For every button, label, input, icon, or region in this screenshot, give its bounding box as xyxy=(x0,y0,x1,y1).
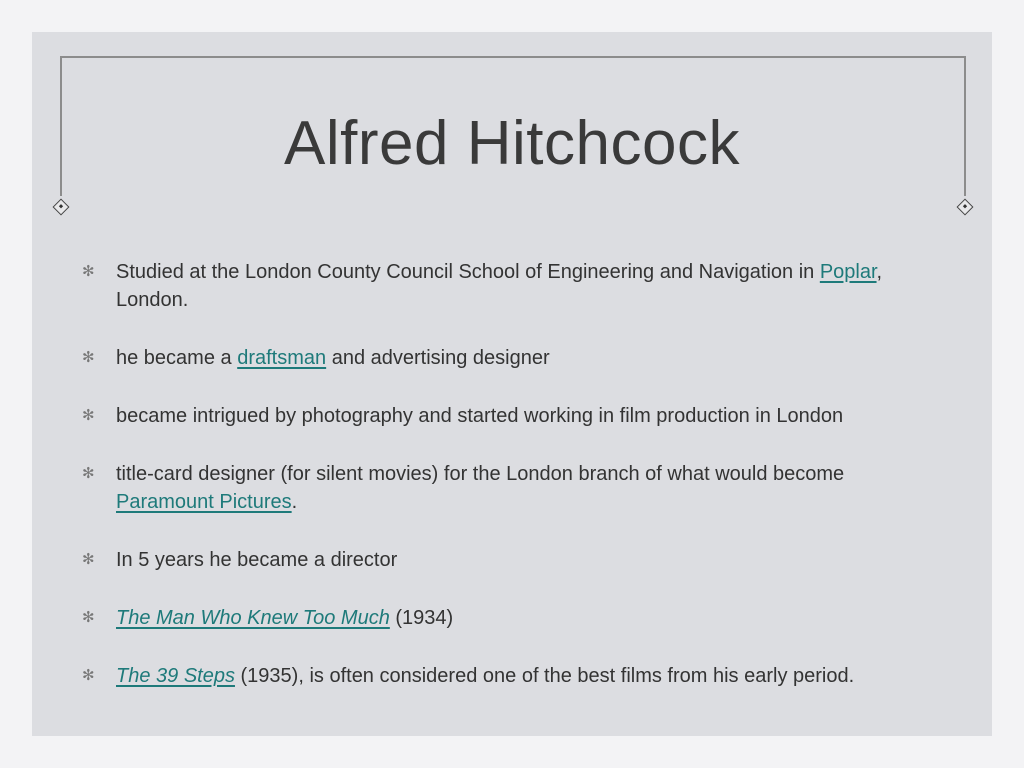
bullet-item xyxy=(82,546,942,574)
bullet-item xyxy=(82,344,942,372)
bullet-text-part: title-card designer (for silent movies) for the London branch of what would become xyxy=(116,463,845,485)
bullet-text xyxy=(116,460,942,516)
link-the-39-steps[interactable]: The 39 Steps xyxy=(116,665,235,687)
bullet-item xyxy=(82,402,942,430)
bullet-item xyxy=(82,460,942,516)
link-paramount-pictures[interactable]: Paramount Pictures xyxy=(116,491,292,513)
bullet-text-part: (1935), is often considered one of the best films from his early period. xyxy=(234,665,855,687)
title-frame-top xyxy=(60,56,966,58)
asterisk-bullet-icon: ✻ xyxy=(82,465,95,482)
bullet-text-part: and advertising designer xyxy=(326,347,550,369)
link-draftsman[interactable]: draftsman xyxy=(237,347,327,369)
bullet-text-part: , London. xyxy=(116,261,883,311)
link-poplar[interactable]: Poplar xyxy=(819,261,877,283)
bullet-item xyxy=(82,662,942,690)
bullet-text-part: he became a xyxy=(116,347,238,369)
bullet-item xyxy=(82,604,942,632)
bullet-text xyxy=(116,604,942,632)
bullet-text: became intrigued by photography and started working in film production in London xyxy=(116,405,844,427)
asterisk-bullet-icon: ✻ xyxy=(82,667,95,684)
bullet-text: In 5 years he became a director xyxy=(116,549,398,571)
asterisk-bullet-icon: ✻ xyxy=(82,551,95,568)
bullet-text-part: . xyxy=(291,491,298,513)
link-the-man-who-knew-too-much[interactable]: The Man Who Knew Too Much xyxy=(116,607,390,629)
bullet-text xyxy=(116,344,942,372)
bullet-text xyxy=(116,258,942,314)
bullet-text-part: Studied at the London County Council School of Engineering and Navigation in xyxy=(116,261,820,283)
slide-title: Alfred Hitchcock xyxy=(284,109,740,178)
asterisk-bullet-icon: ✻ xyxy=(82,349,95,366)
asterisk-bullet-icon: ✻ xyxy=(82,407,95,424)
asterisk-bullet-icon: ✻ xyxy=(82,609,95,626)
bullet-text xyxy=(116,662,942,690)
bullet-item xyxy=(82,258,942,314)
bullet-text-part: (1934) xyxy=(389,607,454,629)
asterisk-bullet-icon: ✻ xyxy=(82,263,95,280)
